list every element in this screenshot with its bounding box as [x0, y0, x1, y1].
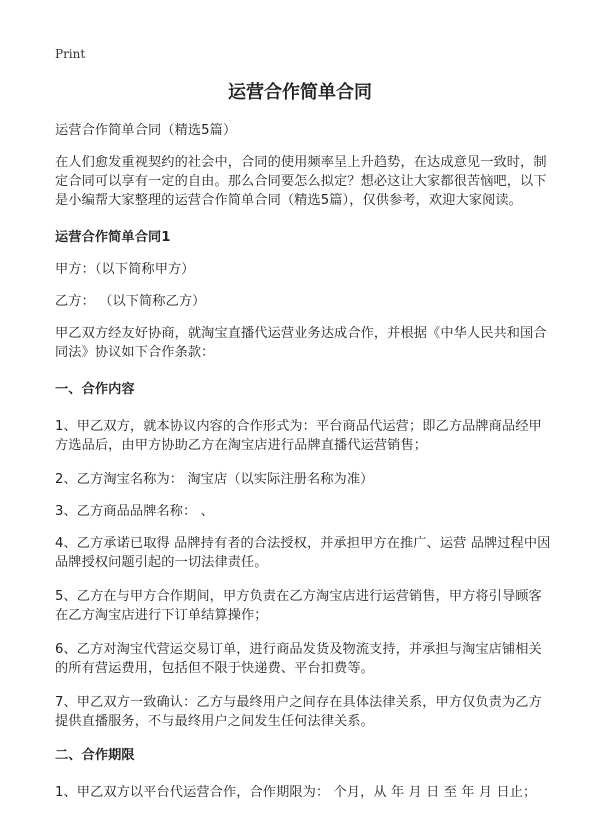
contract-preamble: 甲乙双方经友好协商，就淘宝直播代运营业务达成合作，并根据《中华人民共和国合同法》协议如下合作条款： — [55, 326, 547, 360]
clause-item: 4、乙方承诺已取得 品牌持有者的合法授权，并承担甲方在推广、运营 品牌过程中因品牌授权问题引起的一切法律责任。 — [55, 536, 551, 570]
contract-heading: 运营合作简单合同1 — [55, 230, 171, 245]
intro-paragraph: 在人们愈发重视契约的社会中，合同的使用频率呈上升趋势，在达成意见一致时，制定合同可以享有一定的自由。那么合同要怎么拟定？想必这让大家都很苦恼吧，以下是小编帮大家整理的运营合作简单合同（精选5篇），仅供参考，欢迎大家阅读。 — [55, 155, 547, 208]
clause-item: 7、甲乙双方一致确认：乙方与最终用户之间存在具体法律关系，甲方仅负责为乙方提供直播服务，不与最终用户之间发生任何法律关系。 — [55, 695, 542, 729]
clause-item: 5、乙方在与甲方合作期间，甲方负责在乙方淘宝店进行运营销售，甲方将引导顾客在乙方淘宝店进行下订单结算操作； — [55, 589, 542, 623]
clause-item: 3、乙方商品品牌名称： 、 — [55, 504, 214, 519]
print-link[interactable]: Print — [55, 47, 86, 61]
document-body — [55, 121, 555, 817]
party-b-line: 乙方： （以下简称乙方） — [55, 294, 206, 309]
section-heading-cooperation-term: 二、合作期限 — [55, 748, 135, 763]
section-heading-cooperation-content: 一、合作内容 — [55, 382, 135, 397]
party-a-line: 甲方：（以下简称甲方） — [55, 262, 195, 277]
page-title: 运营合作简单合同 — [228, 82, 372, 103]
document-subtitle: 运营合作简单合同（精选5篇） — [55, 123, 237, 138]
clause-item: 2、乙方淘宝名称为： 淘宝店（以实际注册名称为准） — [55, 472, 374, 487]
clause-item: 1、甲乙双方以平台代运营合作，合作期限为： 个月，从 年 月 日 至 年 月 日止； — [55, 785, 537, 800]
clause-item: 1、甲乙双方，就本协议内容的合作形式为：平台商品代运营；即乙方品牌商品经甲方选品后，由甲方协助乙方在淘宝店进行品牌直播代运营销售； — [55, 419, 542, 453]
clause-item: 6、乙方对淘宝代营运交易订单，进行商品发货及物流支持，并承担与淘宝店铺相关的所有营运费用，包括但不限于快递费、平台扣费等。 — [55, 642, 542, 676]
